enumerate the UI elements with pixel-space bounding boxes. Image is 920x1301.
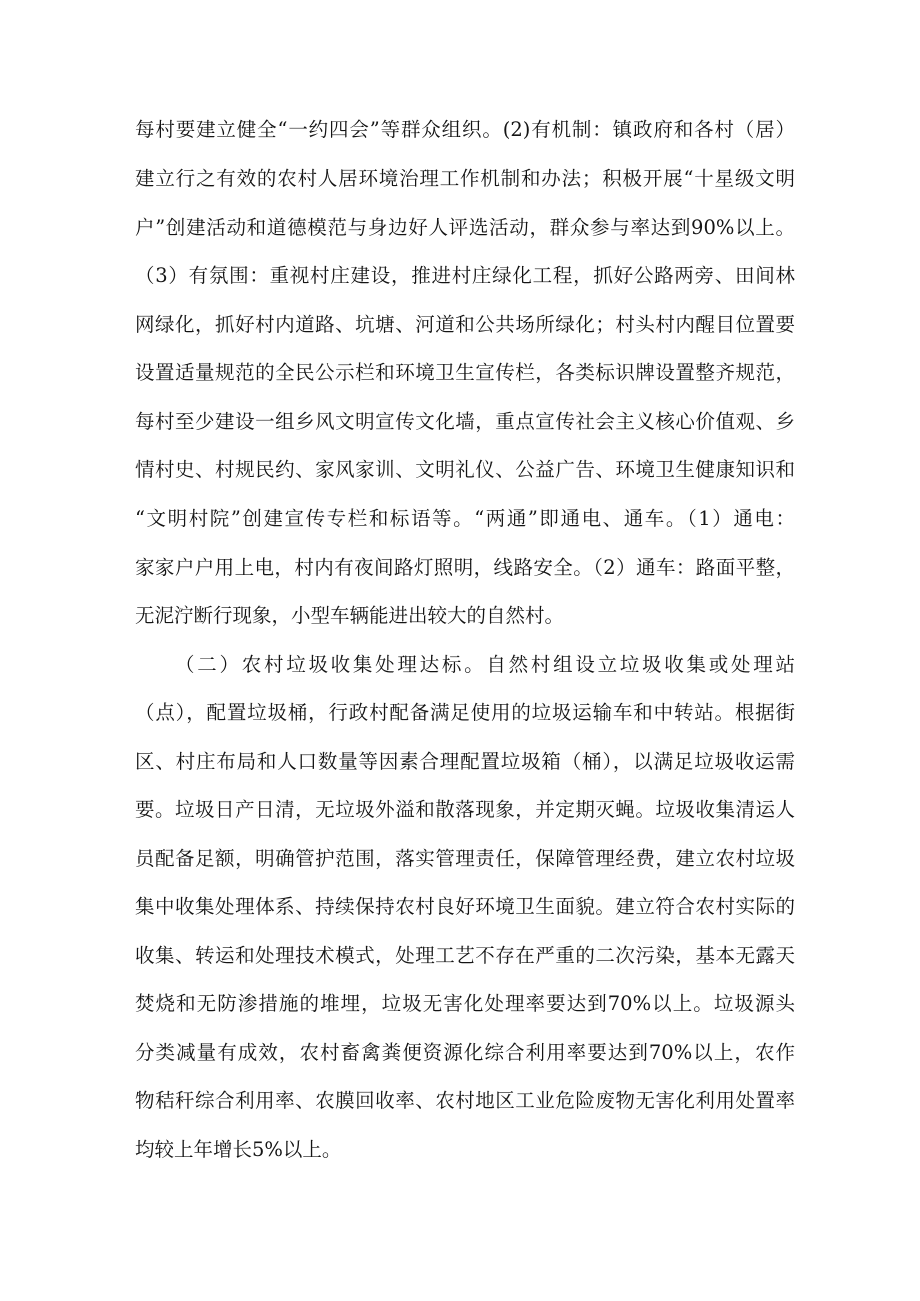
text-line: 每村要建立健全“一约四会”等群众组织。(2)有机制：镇政府和各村（居） bbox=[135, 118, 795, 141]
text-line: 无泥泞断行现象，小型车辆能进出较大的自然村。 bbox=[135, 604, 565, 627]
text-line: 均较上年增长5%以上。 bbox=[135, 1138, 342, 1161]
text-line: “文明村院”创建宣传专栏和标语等。“两通”即通电、通车。（1）通电： bbox=[135, 507, 795, 530]
text-line: 每村至少建设一组乡风文明宣传文化墙，重点宣传社会主义核心价值观、乡 bbox=[135, 410, 795, 433]
text-line: 焚烧和无防渗措施的堆埋，垃圾无害化处理率要达到70%以上。垃圾源头 bbox=[135, 992, 795, 1015]
text-line: 设置适量规范的全民公示栏和环境卫生宣传栏，各类标识牌设置整齐规范， bbox=[135, 361, 795, 384]
text-line: 建立行之有效的农村人居环境治理工作机制和办法；积极开展“十星级文明 bbox=[135, 167, 795, 190]
text-line: 物秸秆综合利用率、农膜回收率、农村地区工业危险废物无害化利用处置率 bbox=[135, 1089, 795, 1112]
text-line: 户”创建活动和道德模范与身边好人评选活动，群众参与率达到90%以上。 bbox=[135, 216, 795, 239]
text-line: 网绿化，抓好村内道路、坑塘、河道和公共场所绿化；村头村内醒目位置要 bbox=[135, 313, 795, 336]
text-line: 要。垃圾日产日清，无垃圾外溢和散落现象，并定期灭蝇。垃圾收集清运人 bbox=[135, 798, 795, 821]
text-line: （点），配置垃圾桶，行政村配备满足使用的垃圾运输车和中转站。根据街 bbox=[135, 701, 795, 724]
text-line: （3）有氛围：重视村庄建设，推进村庄绿化工程，抓好公路两旁、田间林 bbox=[135, 264, 795, 287]
text-line: 收集、转运和处理技术模式，处理工艺不存在严重的二次污染，基本无露天 bbox=[135, 944, 795, 967]
paragraph-heading-line: （二）农村垃圾收集处理达标。自然村组设立垃圾收集或处理站 bbox=[175, 653, 795, 676]
text-line: 情村史、村规民约、家风家训、文明礼仪、公益广告、环境卫生健康知识和 bbox=[135, 458, 795, 481]
text-line: 家家户户用上电，村内有夜间路灯照明，线路安全。（2）通车：路面平整， bbox=[135, 556, 795, 579]
text-line: 区、村庄布局和人口数量等因素合理配置垃圾箱（桶），以满足垃圾收运需 bbox=[135, 750, 795, 773]
text-line: 集中收集处理体系、持续保持农村良好环境卫生面貌。建立符合农村实际的 bbox=[135, 895, 795, 918]
text-line: 分类减量有成效，农村畜禽粪便资源化综合利用率要达到70%以上，农作 bbox=[135, 1041, 795, 1064]
text-line: 员配备足额，明确管护范围，落实管理责任，保障管理经费，建立农村垃圾 bbox=[135, 847, 795, 870]
